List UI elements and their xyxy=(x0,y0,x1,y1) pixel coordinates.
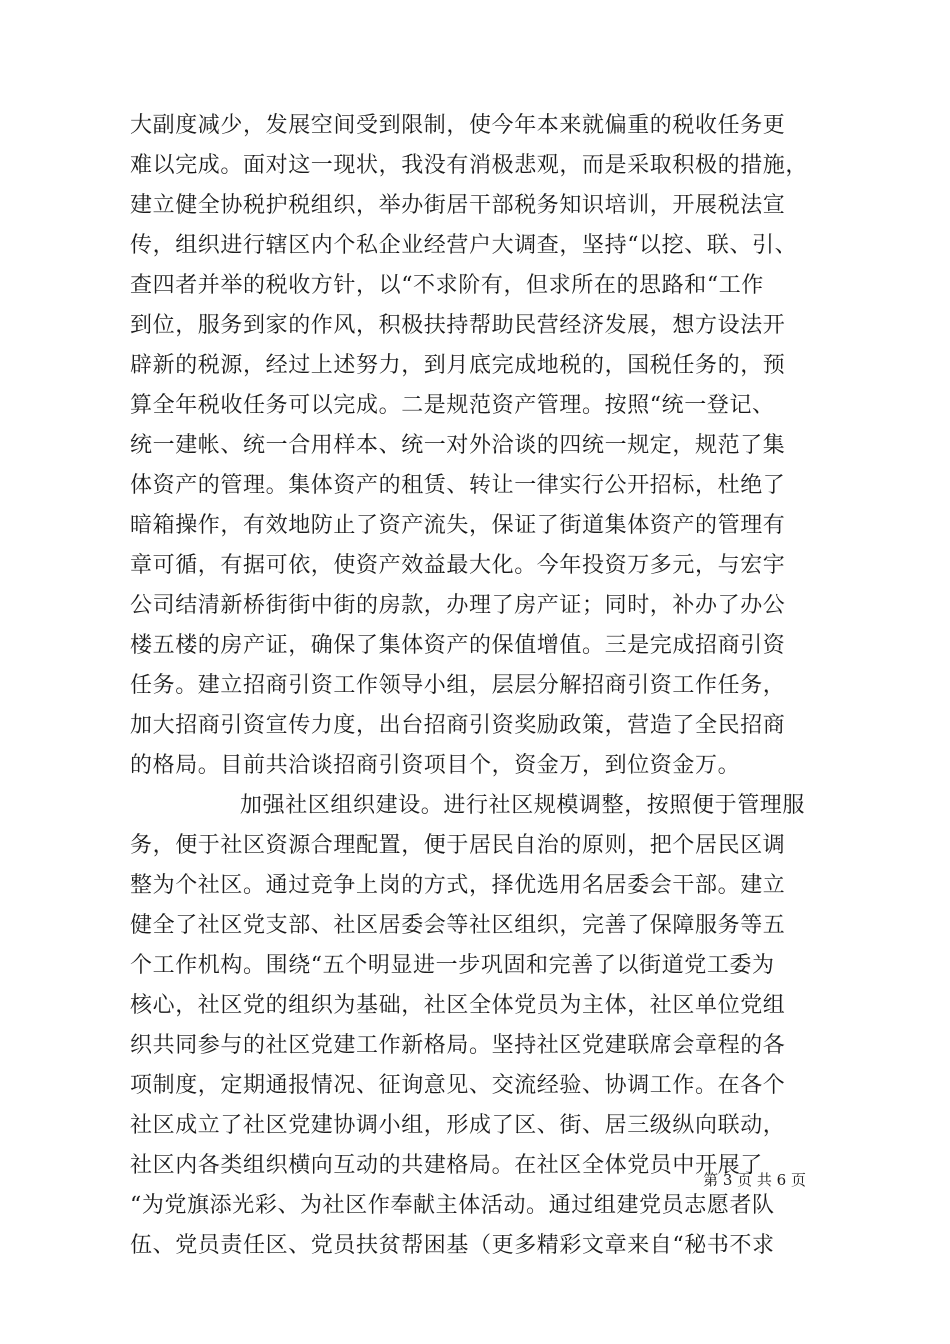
text-line: 难以完成。面对这一现状，我没有消极悲观，而是采取积极的措施， xyxy=(130,153,809,178)
text-line: 统一建帐、统一合用样本、统一对外洽谈的四统一规定，规范了集 xyxy=(130,433,786,458)
text-line: 体资产的管理。集体资产的租赁、转让一律实行公开招标，杜绝了 xyxy=(130,473,786,498)
text-line: 的格局。目前共洽谈招商引资项目个，资金万，到位资金万。 xyxy=(130,753,741,778)
text-line: 传，组织进行辖区内个私企业经营户大调查，坚持“以挖、联、引、 xyxy=(130,233,798,258)
text-line: 社区成立了社区党建协调小组，形成了区、街、居三级纵向联动， xyxy=(130,1113,786,1138)
paragraph-start-line: 加强社区组织建设。进行社区规模调整，按照便于管理服 xyxy=(240,793,806,818)
text-line: 务，便于社区资源合理配置，便于居民自治的原则，把个居民区调 xyxy=(130,833,786,858)
text-line: 个工作机构。围绕“五个明显进一步巩固和完善了以街道党工委为 xyxy=(130,953,775,978)
text-line: 建立健全协税护税组织，举办街居干部税务知识培训，开展税法宣 xyxy=(130,193,786,218)
text-line: “为党旗添光彩、为社区作奉献主体活动。通过组建党员志愿者队 xyxy=(130,1193,775,1218)
text-line: 查四者并举的税收方针，以“不求阶有，但求所在的思路和“工作 xyxy=(130,273,764,298)
text-line: 核心，社区党的组织为基础，社区全体党员为主体，社区单位党组 xyxy=(130,993,786,1018)
text-line: 楼五楼的房产证，确保了集体资产的保值增值。三是完成招商引资 xyxy=(130,633,786,658)
text-line: 项制度，定期通报情况、征询意见、交流经验、协调工作。在各个 xyxy=(130,1073,786,1098)
text-line: 整为个社区。通过竞争上岗的方式，择优选用名居委会干部。建立 xyxy=(130,873,786,898)
document-body xyxy=(130,106,820,1266)
text-line: 章可循，有据可依，使资产效益最大化。今年投资万多元，与宏宇 xyxy=(130,553,786,578)
text-line: 暗箱操作，有效地防止了资产流失，保证了街道集体资产的管理有 xyxy=(130,513,786,538)
text-line: 辟新的税源，经过上述努力，到月底完成地税的，国税任务的，预 xyxy=(130,353,786,378)
text-line: 社区内各类组织横向互动的共建格局。在社区全体党员中开展了 xyxy=(130,1153,763,1178)
text-line: 公司结清新桥街街中街的房款，办理了房产证；同时，补办了办公 xyxy=(130,593,786,618)
text-line: 伍、党员责任区、党员扶贫帮困基（更多精彩文章来自“秘书不求 xyxy=(130,1233,775,1258)
text-line: 健全了社区党支部、社区居委会等社区组织，完善了保障服务等五 xyxy=(130,913,786,938)
page-number-footer: 第 3 页 共 6 页 xyxy=(703,1171,806,1189)
text-line: 织共同参与的社区党建工作新格局。坚持社区党建联席会章程的各 xyxy=(130,1033,786,1058)
text-line: 大副度减少，发展空间受到限制，使今年本来就偏重的税收任务更 xyxy=(130,113,786,138)
text-line: 任务。建立招商引资工作领导小组，层层分解招商引资工作任务， xyxy=(130,673,786,698)
text-line: 到位，服务到家的作风，积极扶持帮助民营经济发展，想方设法开 xyxy=(130,313,786,338)
text-line: 加大招商引资宣传力度，出台招商引资奖励政策，营造了全民招商 xyxy=(130,713,786,738)
text-line: 算全年税收任务可以完成。二是规范资产管理。按照“统一登记、 xyxy=(130,393,775,418)
